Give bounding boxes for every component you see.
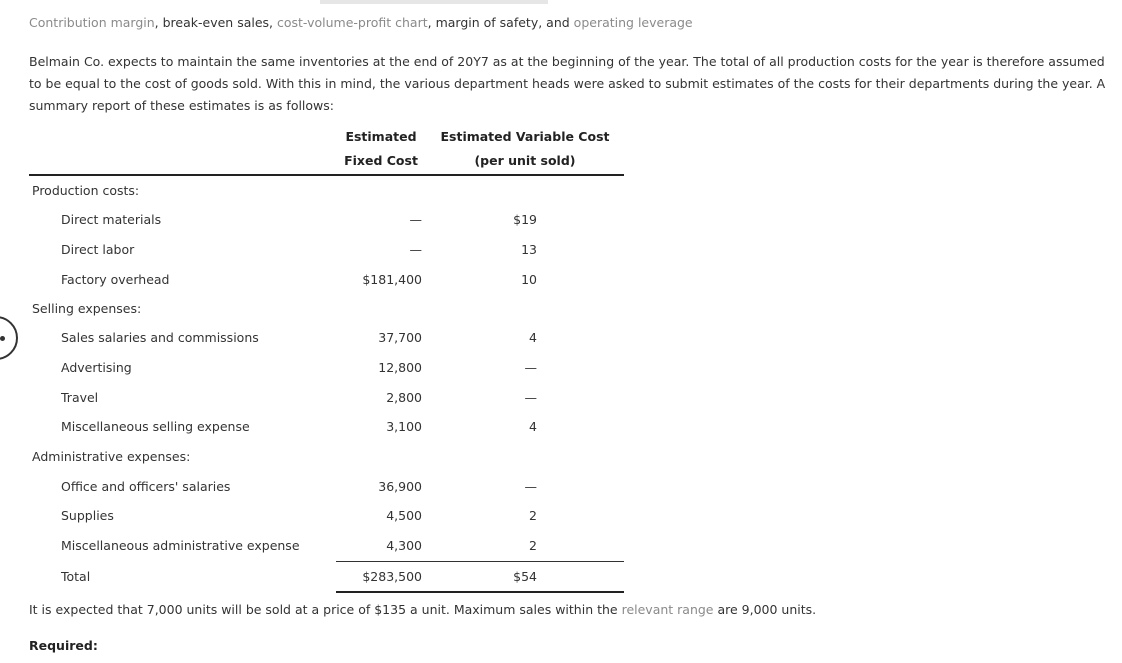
table-row [0,390,640,410]
title-link-cvp-chart[interactable]: cost-volume-profit chart [277,15,428,30]
variable-cost-cell: — [524,360,537,375]
table-row [0,272,640,292]
fixed-cost-header-line2: Fixed Cost [344,153,418,168]
total-double-rule [336,591,624,593]
fixed-cost-cell: — [409,242,422,257]
row-label: Factory overhead [61,272,170,287]
variable-cost-cell: 10 [521,272,537,287]
variable-cost-cell: — [524,390,537,405]
fixed-cost-header-line1: Estimated [345,129,417,144]
fixed-cost-cell: $181,400 [362,272,422,287]
table-row [0,330,640,350]
row-label: Miscellaneous selling expense [61,419,250,434]
row-label: Selling expenses: [32,301,142,316]
fixed-cost-cell: 4,500 [386,508,422,523]
row-label: Supplies [61,508,114,523]
fixed-cost-cell: 3,100 [386,419,422,434]
fixed-cost-cell: 12,800 [378,360,422,375]
fixed-cost-cell: — [409,212,422,227]
top-scroll-indicator [320,0,548,4]
title-separator: , [154,15,163,30]
section-header-row [0,449,640,469]
title-text-margin-of-safety: margin of safety [435,15,539,30]
table-row [0,419,640,439]
row-label: Total [61,569,91,584]
variable-cost-cell: — [524,479,537,494]
variable-cost-header-line2: (per unit sold) [474,153,576,168]
variable-cost-cell: 2 [529,538,537,553]
table-row [0,212,640,232]
title-link-operating-leverage[interactable]: operating leverage [573,15,693,30]
variable-cost-cell: 4 [529,419,537,434]
fixed-cost-cell: $283,500 [362,569,422,584]
variable-cost-cell: 13 [521,242,537,257]
row-label: Miscellaneous administrative expense [61,538,300,553]
row-label: Direct materials [61,212,162,227]
variable-cost-cell: $19 [513,212,537,227]
title-link-contribution-margin[interactable]: Contribution margin [29,15,155,30]
fixed-cost-cell: 36,900 [378,479,422,494]
total-row [0,569,640,589]
title-separator: , [269,15,277,30]
variable-cost-cell: 2 [529,508,537,523]
row-label: Production costs: [32,183,140,198]
title-separator: , [427,15,436,30]
table-row [0,538,640,558]
fixed-cost-cell: 37,700 [378,330,422,345]
intro-paragraph: Belmain Co. expects to maintain the same inventories at the end of 20Y7 as at the beginning of the year. The total of all production costs for the year is therefore assumed to be equal to the cost of goods sold. With this in mind, the various department heads were asked to submit estimates of the costs for their departments during the year. A summary report of these estimates is as follows: [29,54,1106,113]
footnote-paragraph [29,602,816,617]
required-heading: Required: [29,638,98,653]
row-label: Travel [61,390,99,405]
row-label: Advertising [61,360,132,375]
row-label: Office and officers' salaries [61,479,231,494]
fixed-cost-cell: 4,300 [386,538,422,553]
table-row [0,242,640,262]
table-row [0,508,640,528]
header-rule [29,174,624,176]
table-row [0,479,640,499]
section-header-row [0,301,640,321]
variable-cost-cell: $54 [513,569,537,584]
relevant-range-link[interactable]: relevant range [621,602,714,617]
page-title [29,15,693,30]
fixed-cost-cell: 2,800 [386,390,422,405]
subtotal-rule [336,561,624,562]
title-separator: , and [538,15,574,30]
variable-cost-header-line1: Estimated Variable Cost [440,129,610,144]
variable-cost-cell: 4 [529,330,537,345]
section-header-row [0,183,640,203]
table-row [0,360,640,380]
footnote-text: are 9,000 units. [713,602,817,617]
footnote-text: It is expected that 7,000 units will be sold at a price of $135 a unit. Maximum sales within the [29,602,622,617]
row-label: Administrative expenses: [32,449,191,464]
row-label: Sales salaries and commissions [61,330,259,345]
title-text-break-even: break-even sales [162,15,270,30]
row-label: Direct labor [61,242,135,257]
